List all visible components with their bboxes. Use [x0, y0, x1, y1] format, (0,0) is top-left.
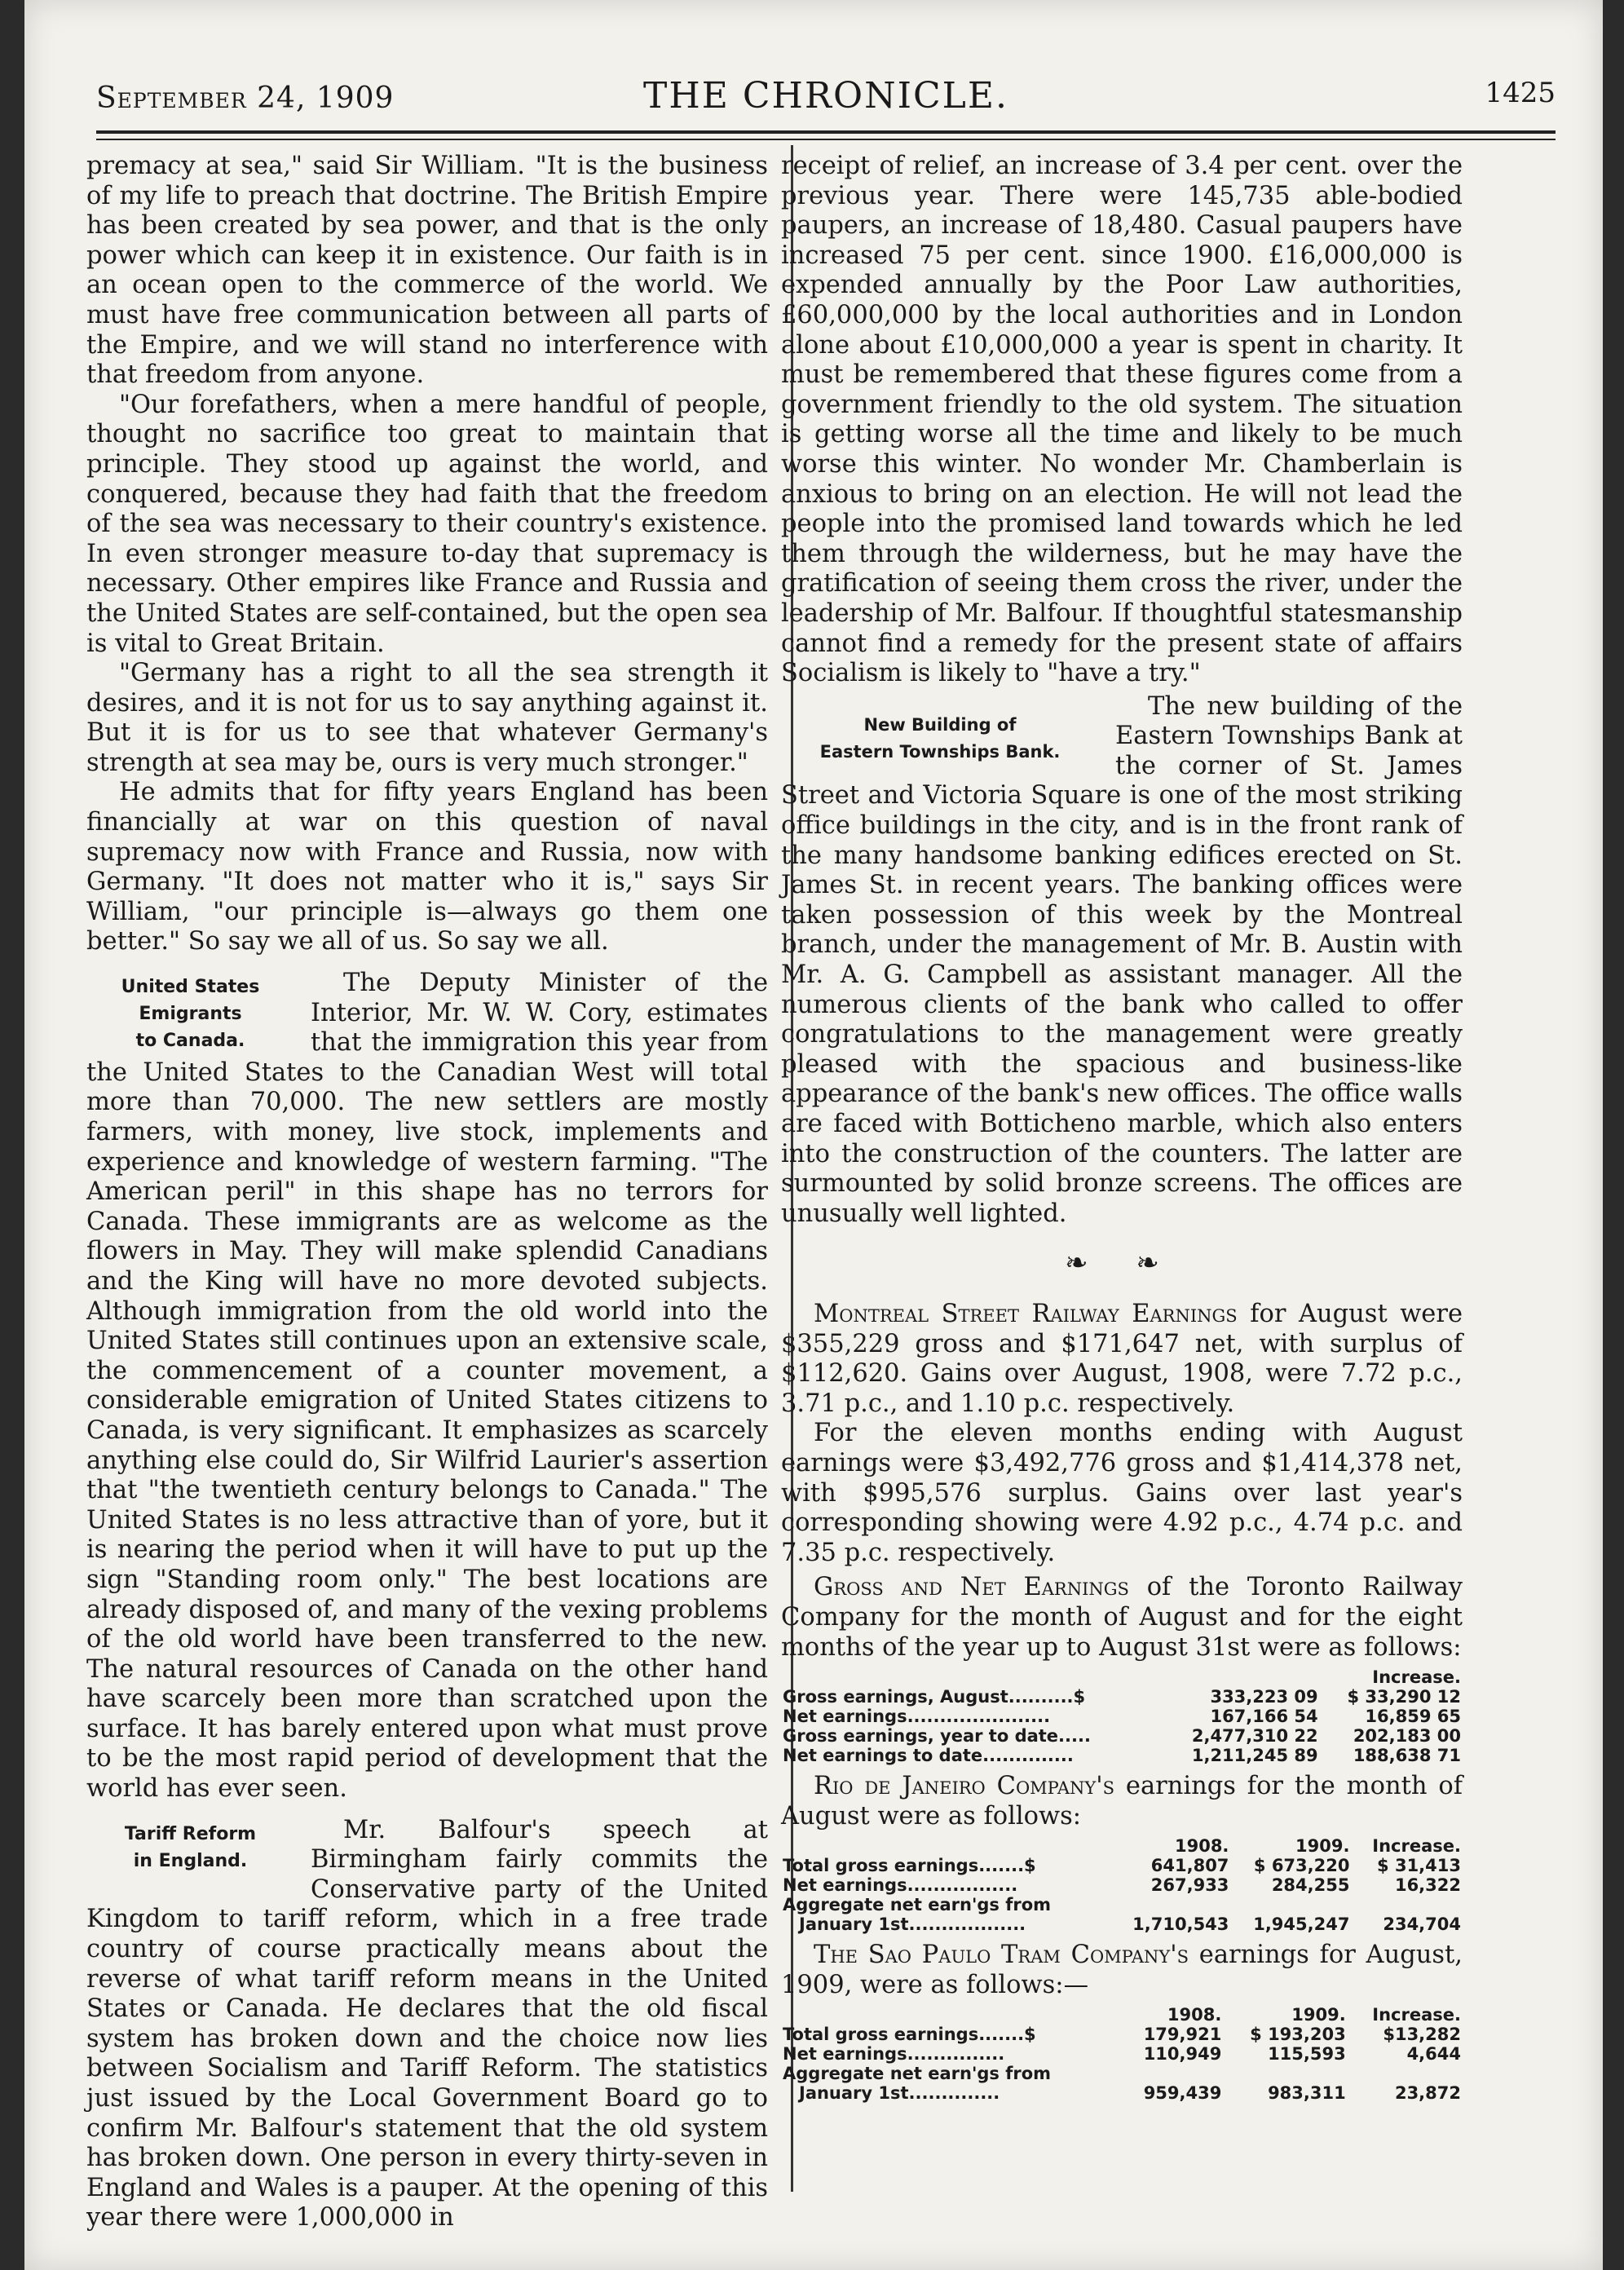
table-row: Aggregate net earn'gs from — [783, 2064, 1052, 2084]
sao-paulo-paragraph: The Sao Paulo Tram Company's earnings for August, 1909, were as follows:— — [781, 1941, 1463, 1999]
tariff-paragraph: Mr. Balfour's speech at Birmingham fairly commits the Conservative party of the United Kingdom to tariff reform, which in a free trade country of course practically means about the reverse of what tariff reform means in the United States or Canada. He declares that the old fiscal system has broken down and the choice now lies between Socialism and Tariff Reform. The statistics just issued by the Local Government Board go to confirm Mr. Balfour's statement that the old system has broken down. One person in every thirty-seven in England and Wales is a pauper. At the opening of this year there were 1,000,000 in — [86, 1815, 768, 2232]
table-row: Aggregate net earn'gs from — [783, 1895, 1052, 1915]
eleven-months-paragraph: For the eleven months ending with August earnings were $3,492,776 gross and $1,414,378 net, with $995,576 surplus. Gains over last year's corresponding showing were 4.92 p.c., 4.74 p.c. and 7.35 p.c. respectively. — [781, 1419, 1463, 1567]
header-rule-thin — [96, 139, 1556, 140]
rio-earnings-table: 1908. 1909. Increase. Total gross earnings.......$ 641,807 $ 673,220 $ 31,413 Net earnings................. 267,933 284,255 16,322 Aggregate net earn'gs from January 1st.................. 1,710,543 1,945,247 234,704 — [783, 1836, 1461, 1935]
table-row: Gross earnings, August..........$ 333,223 09 $ 33,290 12 — [783, 1687, 1461, 1707]
table-row: January 1st.............. 959,439 983,311 23,872 — [799, 2083, 1461, 2104]
toronto-railway-paragraph: Gross and Net Earnings of the Toronto Railway Company for the month of August and for the eight months of the year up to August 31st were as follows: — [781, 1573, 1463, 1662]
table-row: Total gross earnings.......$ 179,921 $ 193,203 $13,282 — [783, 2025, 1461, 2045]
right-column — [781, 152, 1463, 2109]
table-row: Net earnings...................... 167,166 54 16,859 65 — [783, 1707, 1461, 1727]
naval-paragraph-2: "Our forefathers, when a mere handful of people, thought no sacrifice too great to maintain that principle. They stood up against the world, and conquered, because they had faith that the freedom of the sea was necessary to their country's existence. In even stronger measure to-day that supremacy is necessary. Other empires like France and Russia and the United States are self-contained, but the open sea is vital to Great Britain. — [86, 390, 768, 658]
relief-paragraph: receipt of relief, an increase of 3.4 per cent. over the previous year. There were 145,735 able-bodied paupers, an increase of 18,480. Casual paupers have increased 75 per cent. since 1900. £16,000,000 is expended annually by the Poor Law authorities, £60,000,000 by the local authorities and in London alone about £10,000,000 a year is spent in charity. It must be remembered that these figures come from a government friendly to the old system. The situation is getting worse all the time and likely to be much worse this winter. No wonder Mr. Chamberlain is anxious to bring on an election. He will not lead the people into the promised land towards which he led them through the wilderness, but he may have the gratification of seeing them cross the river, under the leadership of Mr. Balfour. If thoughtful statesmanship cannot find a remedy for the present state of affairs Socialism is likely to "have a try." — [781, 152, 1463, 688]
page-number: 1425 — [1485, 77, 1556, 109]
naval-paragraph-1: premacy at sea," said Sir William. "It is the business of my life to preach that doctrine. The British Empire has been created by sea power, and that is the only power which can keep it in existence. Our faith is in an ocean open to the commerce of the world. We must have free communication between all parts of the Empire, and we will stand no interference with that freedom from anyone. — [86, 152, 768, 390]
montreal-railway-paragraph: Montreal Street Railway Earnings for August were $355,229 gross and $171,647 net, with surplus of $112,620. Gains over August, 1908, were 7.72 p.c., 3.71 p.c., and 1.10 p.c. respectively. — [781, 1299, 1463, 1418]
rio-paragraph: Rio de Janeiro Company's earnings for the month of August were as follows: — [781, 1772, 1463, 1831]
header-rule-thick — [96, 130, 1556, 134]
toronto-earnings-table: Increase. Gross earnings, August..........$ 333,223 09 $ 33,290 12 Net earnings...................... 167,166 54 16,859 65 Gross earnings, year to date..... 2,477,310 22 202,183 00 Net earnings to date.............. 1,211,245 89 188,638 71 — [783, 1667, 1461, 1766]
naval-paragraph-4: He admits that for fifty years England has been financially at war on this question of naval supremacy now with France and Russia, now with Germany. "It does not matter who it is," says Sir William, "our principle is—always go them one better." So say we all of us. So say we all. — [86, 778, 768, 956]
bank-article — [781, 692, 1463, 1230]
table-row: Gross earnings, year to date..... 2,477,310 22 202,183 00 — [783, 1726, 1461, 1747]
bank-sidehead: New Building of Eastern Townships Bank. — [819, 714, 1061, 762]
naval-paragraph-3: "Germany has a right to all the sea strength it desires, and it is not for us to say anything against it. But it is for us to see that whatever Germany's strength at sea may be, ours is very much stronger." — [86, 659, 768, 777]
emigrants-article — [86, 969, 768, 1804]
publication-title: THE CHRONICLE. — [643, 75, 1008, 117]
table-row: January 1st.................. 1,710,543 1,945,247 234,704 — [799, 1914, 1461, 1935]
issue-date: September 24, 1909 — [96, 82, 395, 115]
sao-paulo-earnings-table: 1908. 1909. Increase. Total gross earnings.......$ 179,921 $ 193,203 $13,282 Net earnings............... 110,949 115,593 4,644 Aggregate net earn'gs from January 1st.............. 959,439 983,311 23,872 — [783, 2005, 1461, 2104]
bank-paragraph: The new building of the Eastern Townships Bank at the corner of St. James Street and Victoria Square is one of the most striking office buildings in the city, and is in the front rank of the many handsome banking edifices erected on St. James St. in recent years. The banking offices were taken possession of this week by the Montreal branch, under the management of Mr. B. Austin with Mr. A. G. Campbell as assistant manager. All the numerous clients of the bank who called to offer congratulations to the management were greatly pleased with the spacious and business-like appearance of the bank's new offices. The office walls are faced with Botticheno marble, which also enters into the construction of the counters. The latter are surmounted by solid bronze screens. The offices are unusually well lighted. — [781, 691, 1463, 1228]
tariff-article — [86, 1816, 768, 2233]
table-row: Net earnings to date.............. 1,211,245 89 188,638 71 — [783, 1746, 1461, 1766]
emigrants-sidehead: United States Emigrants to Canada. — [121, 977, 260, 1052]
tariff-sidehead: Tariff Reform in England. — [124, 1823, 257, 1871]
table-row: Net earnings................. 267,933 284,255 16,322 — [783, 1875, 1461, 1896]
emigrants-paragraph: The Deputy Minister of the Interior, Mr. W. W. Cory, estimates that the immigration this year from the United States to the Canadian West will total more than 70,000. The new settlers are mostly farmers, with money, live stock, implements and experience and knowledge of western farming. "The American peril" in this shape has no terrors for Canada. These immigrants are as welcome as the flowers in May. They will make splendid Canadians and the King will have no more devoted subjects. Although immigration from the old world into the United States still continues upon an extensive scale, the commencement of a counter movement, a considerable emigration of United States citizens to Canada, is very significant. It emphasizes as scarcely anything else could do, Sir Wilfrid Laurier's assertion that "the twentieth century belongs to Canada." The United States is no less attractive than of yore, but it is nearing the period when it will have to put up the sign "Standing room only." The best locations are already disposed of, and many of the vexing problems of the old world have been transferred to the new. The natural resources of Canada on the other hand have scarcely been more than scratched upon the surface. It has barely entered upon what must prove to be the most rapid period of development that the world has ever seen. — [86, 969, 768, 1804]
page-header — [96, 75, 1556, 124]
section-ornament: ❧ ❧ — [1065, 1247, 1179, 1280]
left-column — [86, 152, 768, 2233]
newspaper-page — [24, 0, 1603, 2270]
table-row: Total gross earnings.......$ 641,807 $ 673,220 $ 31,413 — [783, 1856, 1461, 1876]
table-row: Net earnings............... 110,949 115,593 4,644 — [783, 2044, 1461, 2065]
